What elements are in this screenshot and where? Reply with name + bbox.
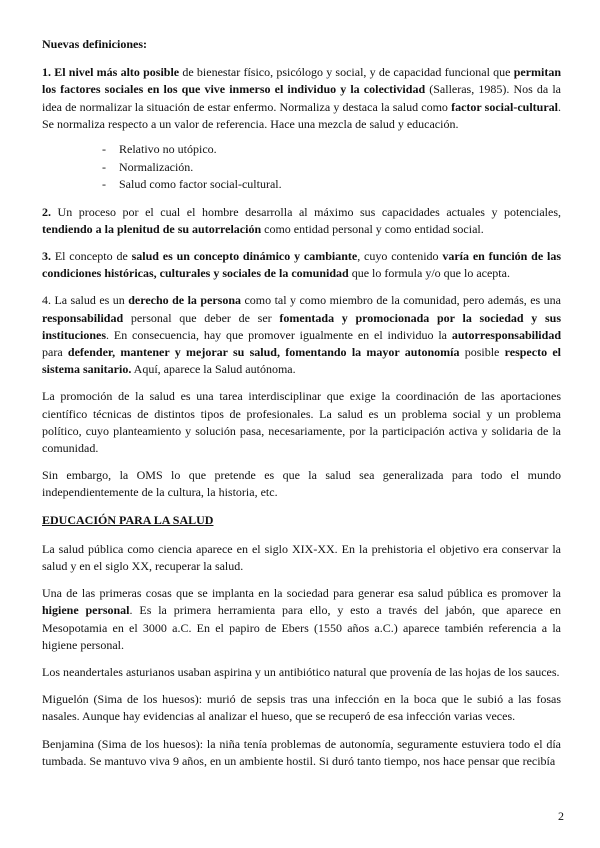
text: (Salleras, 1985). Nos da la idea de normalizar la situación de estar enfermo. Normaliza y destaca la salud como: [42, 82, 561, 114]
text: 4. La salud es un: [42, 293, 129, 308]
page-number: 2: [558, 809, 564, 823]
text: como entidad personal y como entidad social.: [261, 221, 484, 236]
bold-text: fomentada y promocionada por la sociedad y sus instituciones: [42, 310, 561, 342]
text: para: [42, 344, 68, 359]
text: como tal y como miembro de la comunidad, pero además, es una: [241, 293, 561, 308]
definition-2: [42, 204, 561, 238]
bold-text: varía en función de las condiciones históricas, culturales y sociales de la comunidad: [42, 248, 561, 281]
heading-nuevas-definiciones: Nuevas definiciones:: [42, 37, 147, 51]
paragraph-neandertales: Los neandertales asturianos usaban aspirina y un antibiótico natural que provenía de las hojas de los sauces.: [42, 664, 560, 679]
bold-text: defender, mantener y mejorar su salud, fomentando la mayor autonomía: [67, 344, 460, 359]
text: . En consecuencia, hay que promover igualmente en el individuo la: [106, 327, 452, 342]
bold-text: tendiendo a la plenitud de su autorrelación: [42, 221, 262, 236]
bold-text: higiene personal: [42, 603, 130, 618]
list-item: - Relativo no utópico.: [102, 141, 561, 159]
definition-3: [42, 248, 561, 282]
text: Una de las primeras cosas que se implanta en la sociedad para generar esa salud pública es promover la: [42, 586, 561, 601]
paragraph-oms: Sin embargo, la OMS lo que pretende es que la salud sea generalizada para todo el mundo independientemente de la cultura, la historia, etc.: [42, 468, 561, 500]
list-item: - Normalización.: [102, 159, 561, 177]
bold-text: factor social-cultural: [451, 99, 558, 114]
definition-number: 3.: [42, 248, 51, 263]
bold-text: respecto el sistema sanitario.: [42, 344, 561, 377]
section-title: EDUCACIÓN PARA LA SALUD: [42, 512, 214, 527]
paragraph-higiene: [42, 585, 561, 654]
bold-text: responsabilidad: [42, 310, 124, 325]
definition-4: [42, 292, 561, 378]
paragraph-promocion: La promoción de la salud es una tarea interdisciplinar que exige la coordinación de las aportaciones científico técnicas de distintos tipos de profesionales. La salud es un problema social y un problema político, cuyo planteamiento y solución pasa, necesariamente, por la participación activa y solidaria de la comunidad.: [42, 389, 561, 455]
text: Aquí, aparece la Salud autónoma.: [131, 362, 296, 377]
text: personal que deber de ser: [123, 310, 280, 325]
text: El concepto de: [51, 248, 132, 263]
definition-number: 2.: [42, 204, 51, 219]
paragraph-salud-publica: La salud pública como ciencia aparece en el siglo XIX-XX. En la prehistoria el objetivo era conservar la salud y en el siglo XX, recuperar la salud.: [42, 541, 561, 573]
paragraph-benjamina: Benjamina (Sima de los huesos): la niña tenía problemas de autonomía, seguramente estuviera todo el día tumbada. Se mantuvo viva 9 años, en un ambiente hostil. Si duró tanto tiempo, nos hace pensar que recibía: [42, 736, 561, 768]
bold-text: derecho de la persona: [128, 293, 242, 308]
text: . Se normaliza respecto a un valor de referencia. Hace una mezcla de salud y educación.: [42, 99, 561, 131]
page-content: [42, 36, 561, 780]
bold-text: permitan los factores sociales en los que vive inmerso el individuo y la colectividad: [42, 65, 562, 97]
text: , cuyo contenido: [357, 248, 443, 263]
paragraph-miguelon: Miguelón (Sima de los huesos): murió de sepsis tras una infección en la boca que le subió a las fosas nasales. Aunque hay evidencias al analizar el hueso, que se recuperó de esa infección varias veces.: [42, 692, 561, 724]
text: posible: [459, 344, 505, 359]
text: Un proceso por el cual el hombre desarrolla al máximo sus capacidades actuales y potenciales,: [51, 204, 561, 219]
bold-text: salud es un concepto dinámico y cambiante: [131, 248, 358, 263]
list-item: - Salud como factor social-cultural.: [102, 176, 561, 194]
text: de bienestar físico, psicólogo y social, y de capacidad funcional que: [179, 65, 514, 80]
definition-1-list: [102, 141, 561, 194]
definition-1: [42, 64, 561, 133]
bold-text: autorresponsabilidad: [451, 327, 561, 342]
text: . Es la primera herramienta para ello, y esto a través del jabón, que aparece en Mesopotamia en el 3000 a.C. En el papiro de Ebers (1550 años a.C.) aparece también referencia a la higiene personal.: [42, 603, 561, 652]
text: que lo formula y/o que lo acepta.: [348, 266, 510, 281]
definition-number: 1.: [42, 65, 51, 80]
bold-text: El nivel más alto posible: [54, 65, 180, 80]
